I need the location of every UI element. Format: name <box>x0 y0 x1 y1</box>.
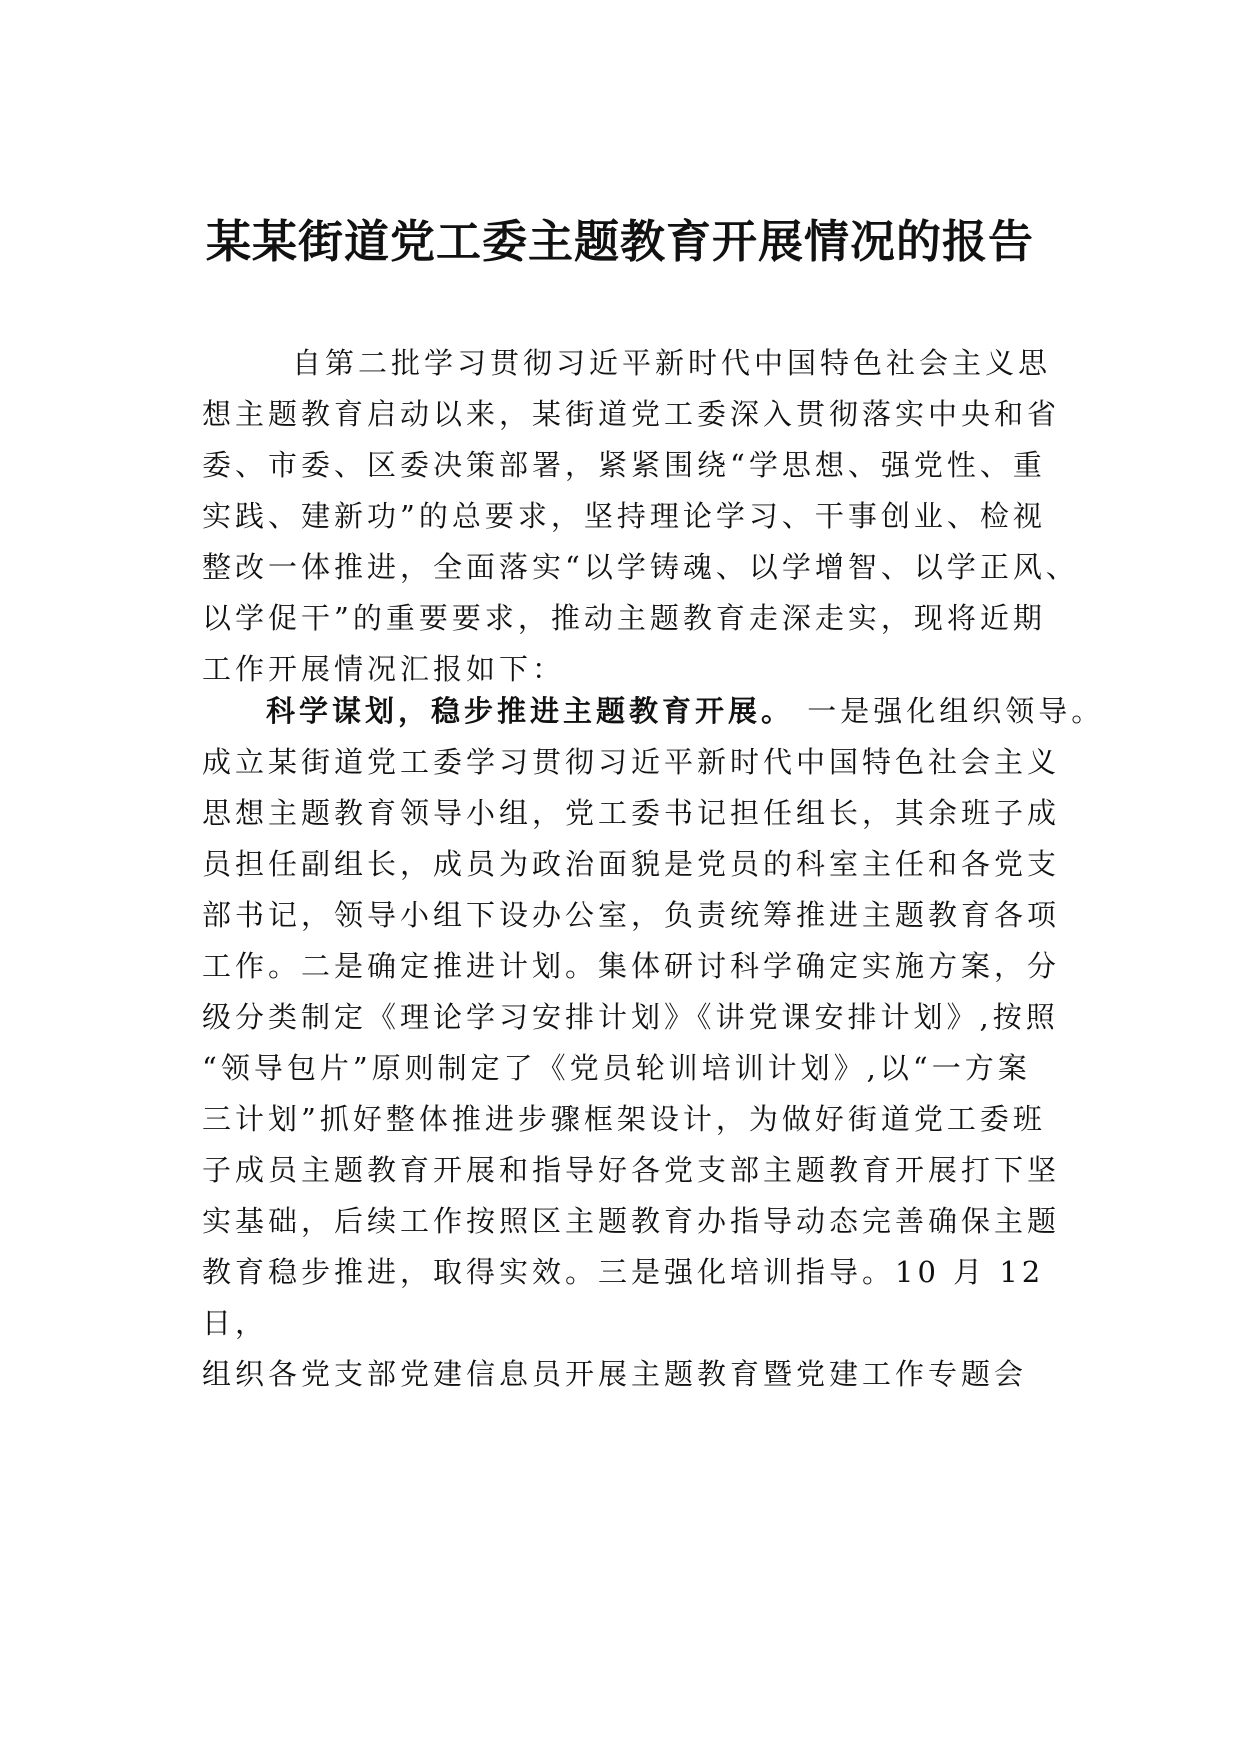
paragraph-line: 级分类制定《理论学习安排计划》《讲党课安排计划》,按照 <box>202 1000 1059 1034</box>
paragraph-line: 子成员主题教育开展和指导好各党支部主题教育开展打下坚 <box>202 1153 1061 1187</box>
paragraph-line: 以学促干”的重要要求，推动主题教育走深走实，现将近期 <box>202 601 1046 635</box>
paragraph-line: 自第二批学习贯彻习近平新时代中国特色社会主义思 <box>292 346 1052 380</box>
paragraph-line: “领导包片”原则制定了《党员轮训培训计划》,以“一方案 <box>202 1051 1031 1085</box>
paragraph-line: 部书记，领导小组下设办公室，负责统筹推进主题教育各项 <box>202 898 1061 932</box>
paragraph-first-line <box>202 686 1105 737</box>
paragraph-first-line-text: 一是强化组织领导。 <box>794 694 1105 728</box>
paragraph-line: 教育稳步推进，取得实效。三是强化培训指导。10 月 12 <box>202 1255 1045 1289</box>
document-title: 某某街道党工委主题教育开展情况的报告 <box>205 215 1034 268</box>
paragraph-line: 整改一体推进，全面落实“以学铸魂、以学增智、以学正风、 <box>202 550 1079 584</box>
intro-paragraph <box>202 338 1079 695</box>
paragraph-line: 工作。二是确定推进计划。集体研讨科学确定实施方案，分 <box>202 949 1061 983</box>
paragraph-line: 工作开展情况汇报如下： <box>202 652 566 686</box>
paragraph-line: 成立某街道党工委学习贯彻习近平新时代中国特色社会主义 <box>202 745 1061 779</box>
paragraph-line: 思想主题教育领导小组，党工委书记担任组长，其余班子成 <box>202 796 1061 830</box>
paragraph-line: 实践、建新功”的总要求，坚持理论学习、干事创业、检视 <box>202 499 1046 533</box>
paragraph-line: 员担任副组长，成员为政治面貌是党员的科室主任和各党支 <box>202 847 1061 881</box>
paragraph-line: 实基础，后续工作按照区主题教育办指导动态完善确保主题 <box>202 1204 1061 1238</box>
paragraph-line: 组织各党支部党建信息员开展主题教育暨党建工作专题会 <box>202 1357 1028 1391</box>
paragraph-line: 三计划”抓好整体推进步骤框架设计，为做好街道党工委班 <box>202 1102 1046 1136</box>
paragraph-line: 日， <box>202 1306 269 1340</box>
section-heading: 科学谋划，稳步推进主题教育开展。 <box>266 694 795 728</box>
paragraph-line: 想主题教育启动以来，某街道党工委深入贯彻落实中央和省 <box>202 397 1061 431</box>
planning-paragraph <box>202 686 1105 1400</box>
paragraph-line: 委、市委、区委决策部署，紧紧围绕“学思想、强党性、重 <box>202 448 1046 482</box>
